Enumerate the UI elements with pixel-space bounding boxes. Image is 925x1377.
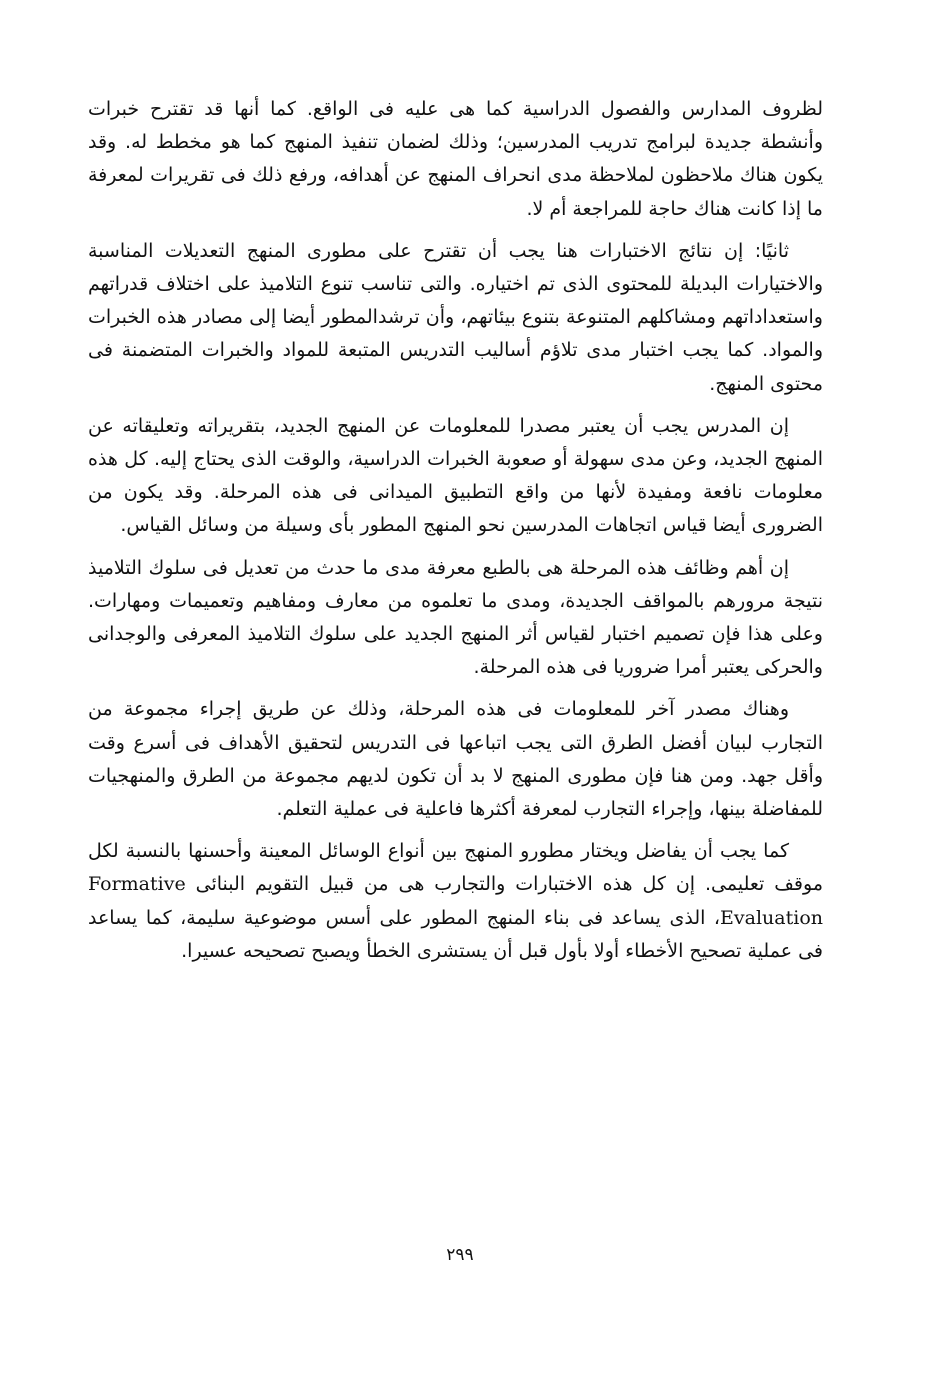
paragraph-6-start: كما يجب أن يفاضل ويختار مطورو المنهج بين أنواع الوسائل المعينة وأحسنها بالنسبة لكل موقف تعليمى. إن كل هذه الاختبارات والتجارب هى من قبيل التقويم البنائى: [88, 840, 823, 896]
paragraph-2: ثانيًا: إن نتائج الاختبارات هنا يجب أن تقترح على مطورى المنهج التعديلات المناسبة والاختيارات البديلة للمحتوى الذى تم اختياره. والتى تناسب تنوع التلاميذ على اختلاف قدراتهم واستعداداتهم ومشاكلهم المتنوعة بتنوع بيئاتهم، وأن ترشدالمطور أيضا إلى مصادر هذه الخبرات والمواد. كما يجب اختبار مدى تلاؤم أساليب التدريس المتبعة للمواد والخبرات المتضمنة فى محتوى المنهج.: [88, 239, 823, 395]
paragraph-5: وهناك مصدر آخر للمعلومات فى هذه المرحلة، وذلك عن طريق إجراء مجموعة من التجارب لبيان أفضل الطرق التى يجب اتباعها فى التدريس لتحقيق الأهداف فى أسرع وقت وأقل جهد. ومن هنا فإن مطورى المنهج لا بد أن تكون لديهم مجموعة من الطرق والمنهجيات للمفاضلة بينها، وإجراء التجارب لمعرفة أكثرها فاعلية فى عملية التعلم.: [88, 698, 823, 821]
paragraph-6-end: ، الذى يساعد فى بناء المنهج المطور على أسس موضوعية سليمة، كما يساعد فى عملية تصحيح الأخطاء أولا بأول قبل أن يستشرى الخطأ ويصبح تصحيحه عسيرا.: [88, 906, 823, 962]
paragraph-3: إن المدرس يجب أن يعتبر مصدرا للمعلومات عن المنهج الجديد، بتقريراته وتعليقاته عن المنهج الجديد، وعن مدى سهولة أو صعوبة الخبرات الدراسية، والوقت الذى يحتاج إليه. كل هذه معلومات نافعة ومفيدة لأنها من واقع التطبيق الميدانى فى هذه المرحلة. وقد يكون من الضرورى أيضا قياس اتجاهات المدرسين نحو المنهج المطور بأى وسيلة من وسائل القياس.: [88, 414, 823, 537]
formative-evaluation-term: Formative Evaluation: [88, 873, 823, 929]
paragraph-1: لظروف المدارس والفصول الدراسية كما هى عليه فى الواقع. كما أنها قد تقترح خبرات وأنشطة جديدة لبرامج تدريب المدرسين؛ وذلك لضمان تنفيذ المنهج كما هو مخطط له. وقد يكون هناك ملاحظون لملاحظة مدى انحراف المنهج عن أهدافه، ورفع ذلك فى تقريرات لمعرفة ما إذا كانت هناك حاجة للمراجعة أم لا.: [88, 98, 823, 220]
body-text: [88, 93, 823, 977]
paragraph-6: [88, 835, 823, 968]
page-number: ٢٩٩: [446, 1245, 474, 1265]
paragraph-4: إن أهم وظائف هذه المرحلة هى بالطبع معرفة مدى ما حدث من تعديل فى سلوك التلاميذ نتيجة مرورهم بالمواقف الجديدة، ومدى ما تعلموه من معارف ومفاهيم وتعميمات ومهارات. وعلى هذا فإن تصميم اختبار لقياس أثر المنهج الجديد على سلوك التلاميذ المعرفى والوجدانى والحركى يعتبر أمرا ضروريا فى هذه المرحلة.: [88, 556, 823, 679]
